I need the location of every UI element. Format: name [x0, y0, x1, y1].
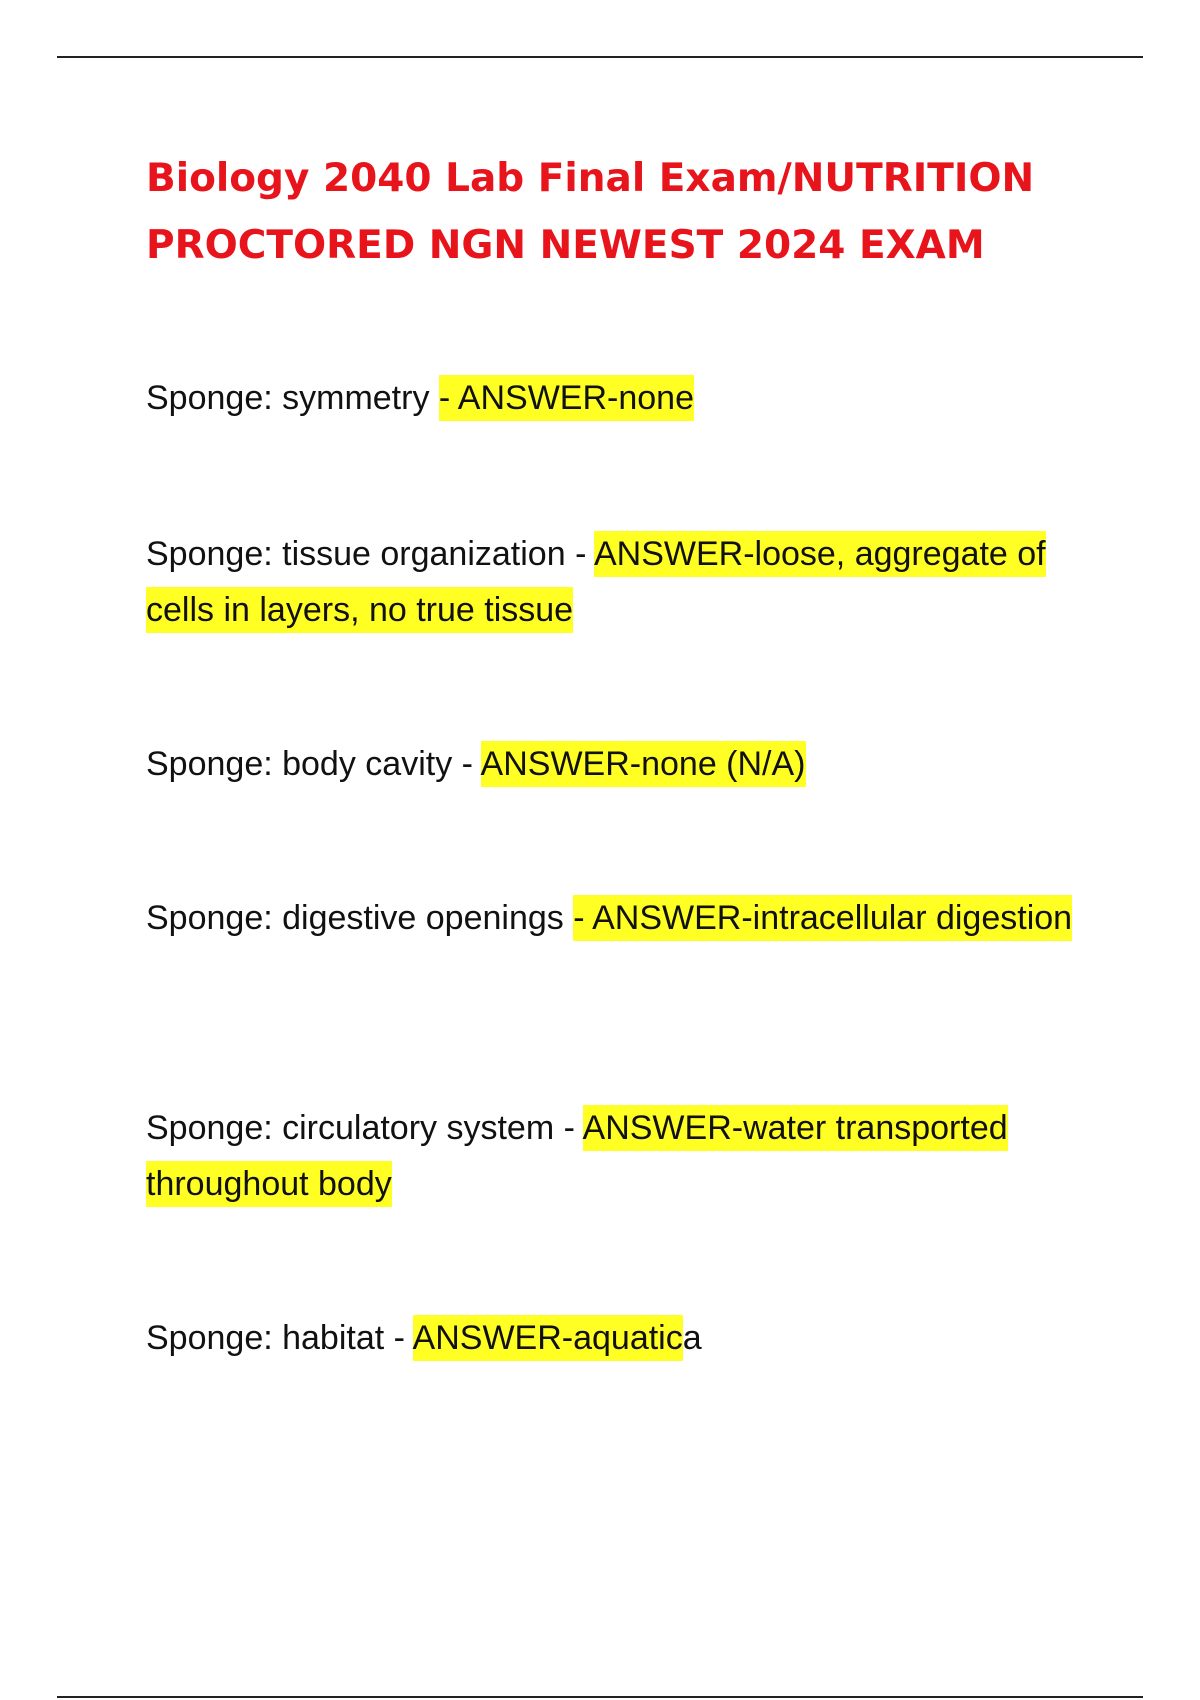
title-line-2: PROCTORED NGN NEWEST 2024 EXAM — [146, 223, 985, 268]
question-text: Sponge: tissue organization - — [146, 535, 594, 573]
highlighted-answer: - ANSWER-none — [439, 375, 694, 421]
bottom-rule — [57, 1696, 1143, 1698]
question-text: Sponge: digestive openings — [146, 899, 574, 937]
qa-item-body-cavity — [146, 736, 1086, 792]
answer-tail-text: a — [682, 1319, 702, 1357]
question-text: Sponge: habitat - — [146, 1319, 413, 1357]
title-line-1: Biology 2040 Lab Final Exam/NUTRITION — [146, 156, 1035, 201]
document-title — [146, 145, 1086, 279]
qa-item-habitat — [146, 1310, 1086, 1366]
qa-item-tissue-organization — [146, 526, 1086, 638]
question-text: Sponge: body cavity - — [146, 745, 481, 783]
highlighted-answer: ANSWER-water transported throughout body — [146, 1105, 1008, 1207]
highlighted-answer: - ANSWER-intracellular digestion — [573, 895, 1072, 941]
qa-item-symmetry — [146, 370, 1086, 426]
top-rule — [57, 56, 1143, 58]
highlighted-answer: ANSWER-aquatic — [413, 1315, 683, 1361]
highlighted-answer: ANSWER-loose, aggregate of cells in layers, no true tissue — [146, 531, 1046, 633]
highlighted-answer: ANSWER-none (N/A) — [481, 741, 806, 787]
question-text: Sponge: circulatory system - — [146, 1109, 583, 1147]
qa-item-circulatory-system — [146, 1100, 1086, 1212]
question-text: Sponge: symmetry — [146, 379, 439, 417]
qa-item-digestive-openings — [146, 890, 1086, 946]
